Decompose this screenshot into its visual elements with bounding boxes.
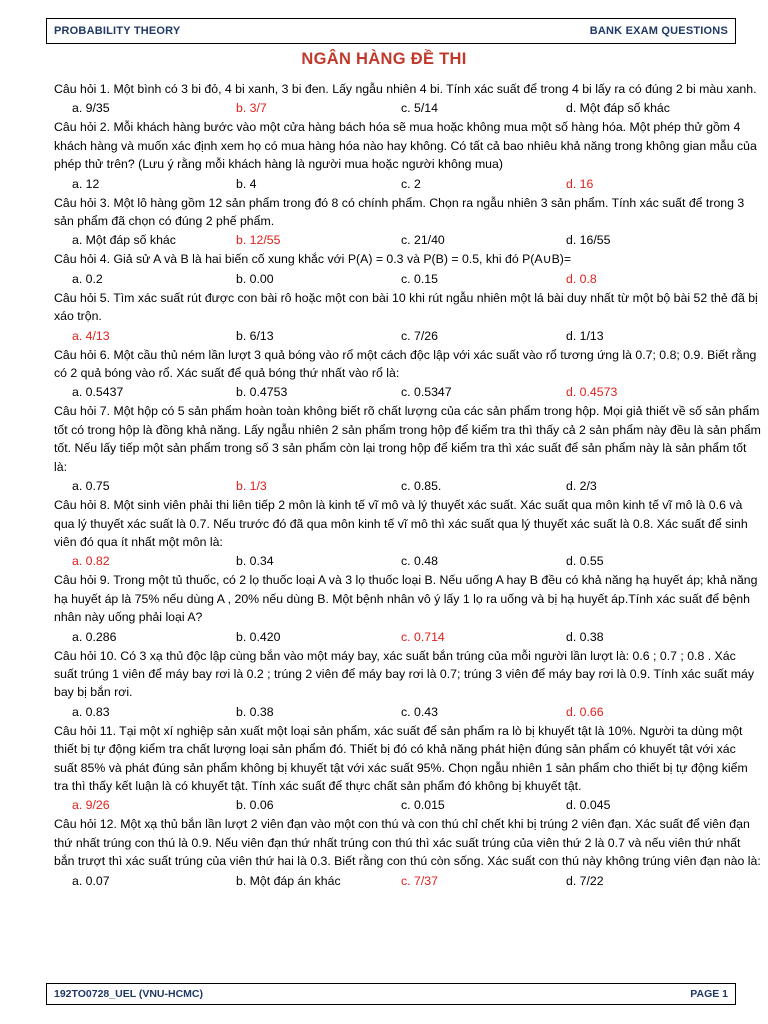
question-text: Câu hỏi 4. Giả sử A và B là hai biến cố xung khắc với P(A) = 0.3 và P(B) = 0.5, khi đó P(A∪B)= xyxy=(54,252,572,267)
answer-option: a. 9/35 xyxy=(72,101,110,116)
answer-options xyxy=(54,627,762,647)
answer-option: a. 0.5437 xyxy=(72,385,124,400)
question-item xyxy=(54,815,762,890)
question-item xyxy=(54,402,762,496)
answer-option-correct: d. 0.66 xyxy=(566,704,604,719)
footer-course-code: 192TO0728_UEL (VNU-HCMC) xyxy=(54,988,203,1000)
answer-option: c. 5/14 xyxy=(401,101,438,116)
answer-options xyxy=(54,476,762,496)
answer-option: d. 0.045 xyxy=(566,798,611,813)
page-title: NGÂN HÀNG ĐỀ THI xyxy=(301,50,467,68)
answer-option-correct: c. 7/37 xyxy=(401,873,438,888)
answer-option: b. 6/13 xyxy=(236,328,274,343)
answer-option-correct: a. 4/13 xyxy=(72,328,110,343)
answer-option: c. 0.5347 xyxy=(401,385,452,400)
question-item xyxy=(54,250,762,288)
question-item xyxy=(54,722,762,816)
answer-option-correct: a. 0.82 xyxy=(72,554,110,569)
answer-option-correct: b. 3/7 xyxy=(236,101,267,116)
answer-option-correct: d. 16 xyxy=(566,176,594,191)
footer-page-number: PAGE 1 xyxy=(690,988,728,1000)
answer-option: c. 7/26 xyxy=(401,328,438,343)
answer-options xyxy=(54,326,762,346)
answer-option: a. 0.286 xyxy=(72,629,117,644)
question-list xyxy=(54,80,762,891)
answer-option: d. 7/22 xyxy=(566,873,604,888)
question-item xyxy=(54,496,762,571)
answer-option-correct: d. 0.8 xyxy=(566,271,597,286)
answer-option: c. 0.015 xyxy=(401,798,445,813)
answer-option: a. 0.83 xyxy=(72,704,110,719)
question-item xyxy=(54,289,762,346)
answer-option-correct: d. 0.4573 xyxy=(566,385,618,400)
answer-option: d. 16/55 xyxy=(566,233,611,248)
question-item xyxy=(54,118,762,193)
question-item xyxy=(54,346,762,403)
answer-option: d. 0.38 xyxy=(566,629,604,644)
answer-options xyxy=(54,382,762,402)
answer-option: d. Một đáp số khác xyxy=(566,101,670,116)
question-text: Câu hỏi 2. Mỗi khách hàng bước vào một cửa hàng bách hóa sẽ mua hoặc không mua một số hàng hóa. Một phép thử gồm 4 khách hàng và muốn xác định xem họ có mua hàng hóa nào hay không. Có tất cả bao nhiêu khả năng trong không gian mẫu của phép thử trên? (Lưu ý rằng mỗi khách hàng là người mua hoặc người không mua) xyxy=(54,120,757,172)
answer-options xyxy=(54,269,762,289)
answer-option-correct: a. 9/26 xyxy=(72,798,110,813)
answer-option-correct: b. 1/3 xyxy=(236,479,267,494)
answer-option: d. 0.55 xyxy=(566,554,604,569)
answer-options xyxy=(54,551,762,571)
answer-option: b. 0.38 xyxy=(236,704,274,719)
answer-option: d. 2/3 xyxy=(566,479,597,494)
answer-option: c. 21/40 xyxy=(401,233,445,248)
question-text: Câu hỏi 8. Một sinh viên phải thi liên tiếp 2 môn là kinh tế vĩ mô và lý thuyết xác suất. Xác suất qua môn kinh tế vĩ mô là 0.6 và qua lý thuyết xác suất là 0.7. Nếu trước đó đã qua môn kinh tế vĩ mô thì xác suất qua lý thuyết xác suất là 0.8. Xác suất để sinh viên đó qua ít nhất một môn là: xyxy=(54,498,748,549)
question-text: Câu hỏi 12. Một xạ thủ bắn lần lượt 2 viên đạn vào một con thú và con thú chỉ chết khi bị trúng 2 viên đạn. Xác suất để viên đạn thứ nhất trúng con thú là 0.9. Nếu viên đạn thứ nhất trúng con thú thì xác suất trúng của viên thứ 2 là 0.7 và nếu viên thứ nhất bắn trượt thì xác suất trúng của viên thứ hai là 0.3. Biết rằng con thú còn sống. Xác suất con thú này không trúng viên đạn nào là: xyxy=(54,817,761,869)
question-item xyxy=(54,80,762,118)
answer-option: d. 1/13 xyxy=(566,328,604,343)
answer-option: a. 0.2 xyxy=(72,271,103,286)
answer-option-correct: b. 12/55 xyxy=(236,233,281,248)
question-text: Câu hỏi 9. Trong một tủ thuốc, có 2 lọ thuốc loại A và 3 lọ thuốc loại B. Nếu uống A hay B đều có khả năng hạ huyết áp; khả năng hạ huyết áp là 75% nếu dùng A , 20% nếu dùng B. Một bệnh nhân vô ý lấy 1 lọ ra uống và bị hạ huyết áp.Tính xác suất để bệnh nhân này uống phải loại A? xyxy=(54,573,758,625)
answer-option: b. 0.00 xyxy=(236,271,274,286)
answer-options xyxy=(54,230,762,250)
answer-option: b. 0.34 xyxy=(236,554,274,569)
question-item xyxy=(54,194,762,251)
answer-option: a. 12 xyxy=(72,176,100,191)
question-text: Câu hỏi 11. Tại một xí nghiệp sản xuất một loại sản phẩm, xác suất để sản phẩm ra lò bị khuyết tật là 10%. Người ta dùng một thiết bị tự động kiểm tra chất lượng loại sản phẩm đó. Thiết bị đó có khả năng phát hiện đúng sản phẩm có khuyết tật với xác suất 85% và phát đúng sản phẩm không bị khuyết tật với xác suất 95%. Chọn ngẫu nhiên 1 sản phẩm cho thiết bị tự động kiểm tra thì thấy kết luận là có khuyết tật. Tính xác suất để thực chất sản phẩm đó không bị khuyết tật. xyxy=(54,723,748,793)
page-footer xyxy=(46,983,736,1005)
answer-option: a. 0.07 xyxy=(72,873,110,888)
question-text: Câu hỏi 6. Một cầu thủ ném lần lượt 3 quả bóng vào rổ một cách độc lập với xác suất vào rổ tương ứng là 0.7; 0.8; 0.9. Biết rằng có 2 quả bóng vào rổ. Xác suất để quả bóng thứ nhất vào rổ là: xyxy=(54,347,757,381)
answer-option: c. 0.43 xyxy=(401,704,438,719)
answer-option: c. 0.48 xyxy=(401,554,438,569)
question-text: Câu hỏi 10. Có 3 xạ thủ độc lập cùng bắn vào một máy bay, xác suất bắn trúng của mỗi người lần lượt là: 0.6 ; 0.7 ; 0.8 . Xác suất trúng 1 viên để máy bay rơi là 0.2 ; trúng 2 viên để máy bay rơi là 0.7; trúng 3 viên để máy bay rơi là 0.9. Tính xác suất máy bay bị bắn rơi. xyxy=(54,648,754,700)
question-item xyxy=(54,571,762,646)
answer-option: a. Một đáp số khác xyxy=(72,233,176,248)
answer-options xyxy=(54,871,762,891)
answer-option: c. 0.15 xyxy=(401,271,438,286)
header-subject: PROBABILITY THEORY xyxy=(54,25,181,37)
answer-option: c. 0.85. xyxy=(401,479,442,494)
answer-options xyxy=(54,795,762,815)
question-text: Câu hỏi 7. Một hộp có 5 sản phẩm hoàn toàn không biết rõ chất lượng của các sản phẩm trong hộp. Mọi giả thiết về số sản phẩm tốt có trong hộp là đồng khả năng. Lấy ngẫu nhiên 2 sản phẩm trong hộp để kiểm tra thì thấy cả 2 sản phẩm này đều là sản phẩm tốt. Nếu lấy tiếp một sản phẩm trong số 3 sản phẩm còn lại trong hộp để kiểm tra thì xác suất để sản phẩm này là sản phẩm tốt là: xyxy=(54,404,761,474)
answer-option: b. 4 xyxy=(236,176,257,191)
answer-option-correct: c. 0.714 xyxy=(401,629,445,644)
question-text: Câu hỏi 3. Một lô hàng gồm 12 sản phẩm trong đó 8 có chính phẩm. Chọn ra ngẫu nhiên 3 sản phẩm. Tính xác suất để trong 3 sản phẩm đã chọn có đúng 2 phế phẩm. xyxy=(54,195,745,229)
answer-options xyxy=(54,174,762,194)
answer-options xyxy=(54,702,762,722)
answer-option: c. 2 xyxy=(401,176,421,191)
answer-options xyxy=(54,98,762,118)
answer-option: a. 0.75 xyxy=(72,479,110,494)
answer-option: b. 0.4753 xyxy=(236,385,288,400)
question-item xyxy=(54,647,762,722)
answer-option: b. Một đáp án khác xyxy=(236,873,341,888)
answer-option: b. 0.06 xyxy=(236,798,274,813)
answer-option: b. 0.420 xyxy=(236,629,281,644)
question-text: Câu hỏi 5. Tìm xác suất rút được con bài rô hoặc một con bài 10 khi rút ngẫu nhiên một lá bài duy nhất từ một bộ bài 52 thẻ đã bị xáo trộn. xyxy=(54,290,758,324)
page-header xyxy=(46,18,736,44)
header-doc-type: BANK EXAM QUESTIONS xyxy=(589,25,728,37)
question-text: Câu hỏi 1. Một bình có 3 bi đỏ, 4 bi xanh, 3 bi đen. Lấy ngẫu nhiên 4 bi. Tính xác suất để trong 4 bi lấy ra có đúng 2 bi màu xanh. xyxy=(54,82,757,96)
